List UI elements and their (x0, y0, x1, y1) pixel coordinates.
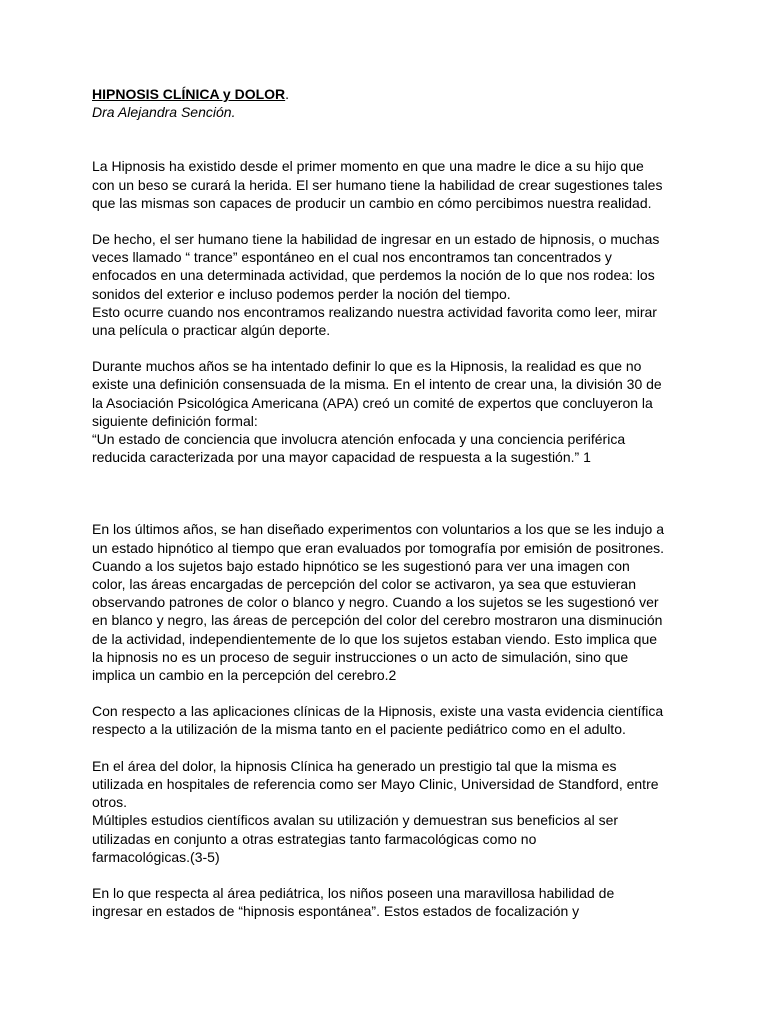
spacer (92, 684, 682, 702)
paragraph-line: en blanco y negro, las áreas de percepción del color del cerebro mostraron una disminución (92, 612, 663, 629)
paragraph-line: una película o practicar algún deporte. (92, 322, 331, 339)
paragraph-line: ingresar en estados de “hipnosis espontánea”. Estos estados de focalización y (92, 903, 580, 920)
spacer (92, 121, 682, 157)
paragraph-line: En lo que respecta al área pediátrica, los niños poseen una maravillosa habilidad de (92, 884, 615, 901)
paragraph-line: un estado hipnótico al tiempo que eran evaluados por tomografía por emisión de positrones. (92, 539, 665, 556)
paragraph-line: con un beso se curará la herida. El ser humano tiene la habilidad de crear sugestiones tales (92, 176, 663, 193)
paragraph-line: la hipnosis no es un proceso de seguir instrucciones o un acto de simulación, sino que (92, 648, 629, 665)
paragraph-clinical-applications (92, 702, 682, 738)
paragraph-line: Durante muchos años se ha intentado definir lo que es la Hipnosis, la realidad es que no (92, 358, 642, 375)
paragraph-line: color, las áreas encargadas de percepción del color se activaron, ya sea que estuvieran (92, 576, 636, 593)
paragraph-line: reducida caracterizada por una mayor capacidad de respuesta a la sugestión.” 1 (92, 449, 591, 466)
paragraph-line: De hecho, el ser humano tiene la habilidad de ingresar en un estado de hipnosis, o muchas (92, 231, 660, 248)
paragraph-line: sonidos del exterior e incluso podemos perder la noción del tiempo. (92, 285, 511, 302)
paragraph-line: otros. (92, 794, 128, 811)
paragraph-line: implica un cambio en la percepción del cerebro.2 (92, 667, 397, 684)
paragraph-trance (92, 230, 682, 339)
paragraph-line: de la actividad, independientemente de lo que los sujetos estaban viendo. Esto implica que (92, 630, 658, 647)
paragraph-line: que las mismas son capaces de producir un cambio en cómo percibimos nuestra realidad. (92, 194, 652, 211)
paragraph-line: utilizadas en conjunto a otras estrategias tanto farmacológicas como no (92, 830, 537, 847)
paragraph-line: observando patrones de color o blanco y negro. Cuando a los sujetos se les sugestionó ver (92, 594, 659, 611)
paragraph-pediatric (92, 884, 682, 920)
paragraph-definition (92, 357, 682, 466)
paragraph-line: Esto ocurre cuando nos encontramos realizando nuestra actividad favorita como leer, mirar (92, 303, 657, 320)
paragraph-line: La Hipnosis ha existido desde el primer momento en que una madre le dice a su hijo que (92, 158, 644, 175)
paragraph-line: En los últimos años, se han diseñado experimentos con voluntarios a los que se les indujo a (92, 521, 665, 538)
paragraph-line: Múltiples estudios científicos avalan su utilización y demuestran sus beneficios al ser (92, 812, 619, 829)
paragraph-line: “Un estado de conciencia que involucra atención enfocada y una conciencia periférica (92, 431, 626, 448)
paragraph-line: Cuando a los sujetos bajo estado hipnótico se les sugestionó para ver una imagen con (92, 557, 630, 574)
paragraph-line: utilizada en hospitales de referencia como ser Mayo Clinic, Universidad de Standford, entre (92, 775, 659, 792)
paragraph-pain-area (92, 757, 682, 866)
paragraph-intro (92, 157, 682, 212)
paragraph-line: En el área del dolor, la hipnosis Clínica ha generado un prestigio tal que la misma es (92, 757, 617, 774)
document-author: Dra Alejandra Sención. (92, 104, 236, 121)
paragraph-line: veces llamado “ trance” espontáneo en el cual nos encontramos tan concentrados y (92, 249, 612, 266)
spacer (92, 739, 682, 757)
spacer (92, 339, 682, 357)
paragraph-line: existe una definición consensuada de la misma. En el intento de crear una, la división 30 de (92, 376, 662, 393)
document-body (92, 85, 682, 920)
paragraph-line: la Asociación Psicológica Americana (APA) creó un comité de expertos que concluyeron la (92, 394, 653, 411)
spacer (92, 866, 682, 884)
paragraph-line: enfocados en una determinada actividad, que perdemos la noción de lo que nos rodea: los (92, 267, 655, 284)
document-title-suffix: . (285, 86, 290, 102)
paragraph-experiments (92, 520, 682, 684)
spacer (92, 466, 682, 520)
paragraph-line: farmacológicas.(3-5) (92, 848, 220, 865)
document-title (92, 85, 682, 103)
paragraph-line: siguiente definición formal: (92, 412, 258, 429)
paragraph-line: Con respecto a las aplicaciones clínicas de la Hipnosis, existe una vasta evidencia científica (92, 703, 664, 720)
spacer (92, 212, 682, 230)
document-title-text: HIPNOSIS CLÍNICA y DOLOR (92, 86, 286, 102)
paragraph-line: respecto a la utilización de la misma tanto en el paciente pediátrico como en el adulto. (92, 721, 626, 738)
